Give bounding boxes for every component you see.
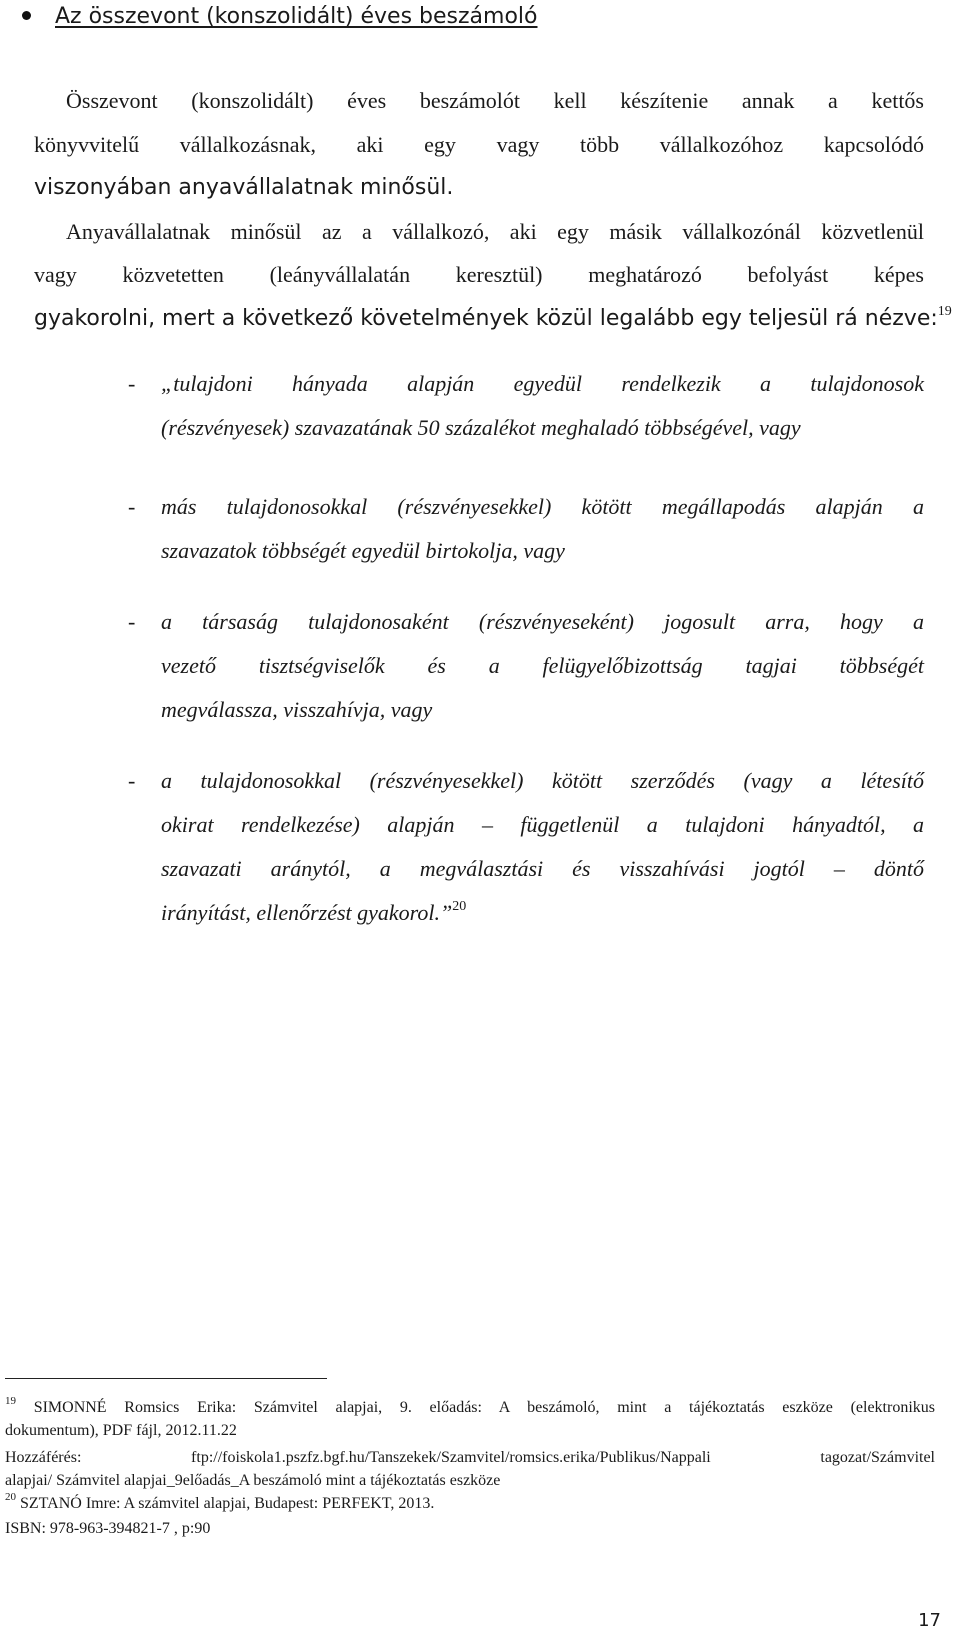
paragraph-2-line-2: vagy közvetetten (leányvállalatán keresztül) meghatározó befolyást képes	[34, 262, 924, 287]
footnote-20-line-2: ISBN: 978-963-394821-7 , p:90	[5, 1520, 211, 1537]
bullet-dot-icon	[22, 11, 31, 20]
bullet-3-line-2: vezető tisztségviselők és a felügyelőbizottság tagjai többségét	[161, 653, 924, 678]
paragraph-1-line-3: viszonyában anyavállalatnak minősül.	[34, 175, 454, 200]
bullet-1-line-1: „tulajdoni hányada alapján egyedül rendelkezik a tulajdonosok	[161, 371, 924, 396]
bullet-2-dash: -	[128, 494, 136, 519]
paragraph-2-line-3-text: gyakorolni, mert a következő követelmények közül legalább egy teljesül rá nézve:	[34, 306, 938, 331]
section-heading	[22, 2, 538, 32]
page-number: 17	[918, 1610, 941, 1631]
bullet-3-line-3: megválassza, visszahívja, vagy	[161, 697, 433, 722]
bullet-4-line-3: szavazati aránytól, a megválasztási és visszahívási jogtól – döntő	[161, 856, 924, 881]
bullet-4-dash: -	[128, 768, 136, 793]
footnote-19-number: 19	[5, 1394, 16, 1407]
bullet-4-line-4	[161, 898, 466, 928]
paragraph-1-line-2: könyvvitelű vállalkozásnak, aki egy vagy több vállalkozóhoz kapcsolódó	[34, 132, 924, 157]
paragraph-2-line-1: Anyavállalatnak minősül az a vállalkozó, aki egy másik vállalkozónál közvetlenül	[66, 219, 924, 244]
footnote-ref-19: 19	[937, 303, 952, 319]
footnote-20-number: 20	[5, 1490, 16, 1503]
bullet-3-line-1: a társaság tulajdonosaként (részvényeseként) jogosult arra, hogy a	[161, 609, 924, 634]
footnote-20-line-1-text: SZTANÓ Imre: A számvitel alapjai, Budapest: PERFEKT, 2013.	[20, 1495, 435, 1512]
paragraph-2-line-3	[34, 304, 952, 334]
bullet-4-line-2: okirat rendelkezése) alapján – függetlenül a tulajdoni hányadtól, a	[161, 812, 924, 837]
footnote-separator	[5, 1378, 327, 1379]
paragraph-1-line-1: Összevont (konszolidált) éves beszámolót kell készítenie annak a kettős	[66, 88, 924, 113]
bullet-2-line-2: szavazatok többségét egyedül birtokolja, vagy	[161, 538, 565, 563]
footnote-19-line-4: alapjai/ Számvitel alapjai_9előadás_A beszámoló mint a tájékoztatás eszköze	[5, 1472, 501, 1489]
bullet-4-line-4-text: irányítást, ellenőrzést gyakorol.”	[161, 900, 453, 925]
footnote-19-line-3: Hozzáférés: ftp://foiskola1.pszfz.bgf.hu/Tanszekek/Szamvitel/romsics.erika/Publikus/Nappali tagozat/Számvitel	[5, 1449, 935, 1466]
bullet-1-dash: -	[128, 371, 136, 396]
section-heading-text: Az összevont (konszolidált) éves beszámoló	[55, 4, 538, 29]
footnote-20-line-1	[5, 1490, 935, 1515]
bullet-1-line-2: (részvényesek) szavazatának 50 százalékot meghaladó többségével, vagy	[161, 415, 801, 440]
footnote-19-line-1	[5, 1394, 935, 1419]
bullet-2-line-1: más tulajdonosokkal (részvényesekkel) kötött megállapodás alapján a	[161, 494, 924, 519]
bullet-3-dash: -	[128, 609, 136, 634]
footnote-ref-20: 20	[452, 898, 467, 914]
bullet-4-line-1: a tulajdonosokkal (részvényesekkel) kötött szerződés (vagy a létesítő	[161, 768, 924, 793]
footnote-19-line-1-text: SIMONNÉ Romsics Erika: Számvitel alapjai, 9. előadás: A beszámoló, mint a tájékoztatás eszköze (elektronikus	[33, 1399, 935, 1416]
footnote-19-line-2: dokumentum), PDF fájl, 2012.11.22	[5, 1422, 237, 1439]
